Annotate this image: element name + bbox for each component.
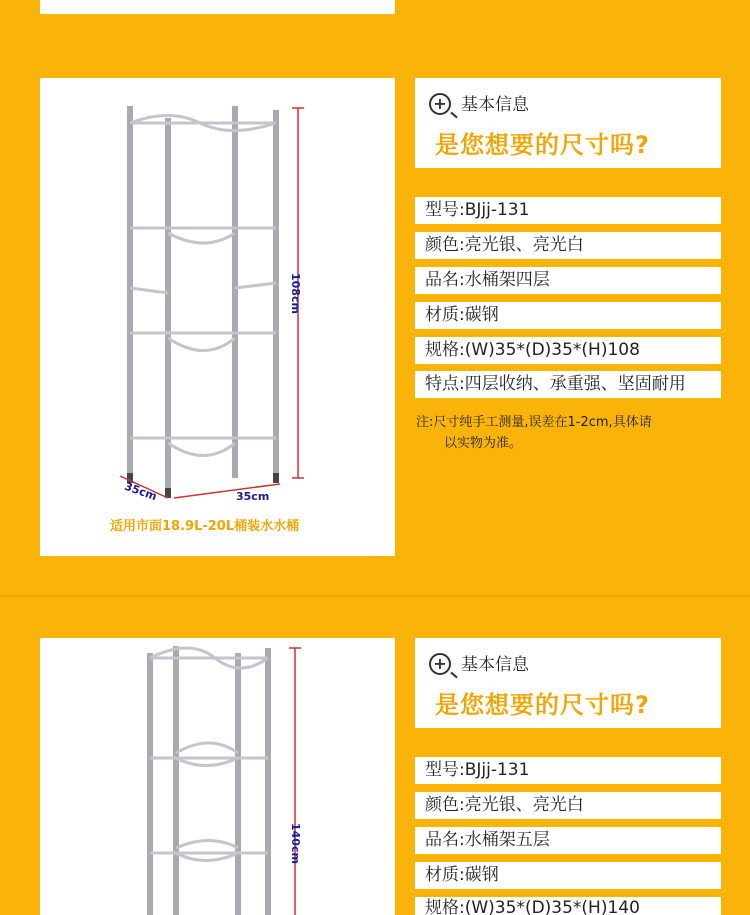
spec-value: (W)35*(D)35*(H)108 — [464, 340, 640, 360]
info-header-card — [415, 78, 721, 168]
spec-row-model: 型号:BJjj-131 — [415, 197, 721, 224]
spec-row-size: 规格:(W)35*(D)35*(H)108 — [415, 337, 721, 364]
height-dimension-label: 108cm — [289, 273, 302, 314]
spec-row-color: 颜色:亮光银、亮光白 — [415, 232, 721, 259]
compatibility-caption: 适用市面18.9L-20L桶装水水桶 — [110, 519, 300, 534]
spec-row-material-2: 材质:碳钢 — [415, 862, 721, 889]
spec-label: 型号 — [425, 760, 459, 780]
note-line-2: 以实物为准。 — [444, 436, 523, 451]
height-dimension-label-2: 140cm — [289, 823, 302, 864]
spec-label: 颜色 — [425, 235, 459, 255]
spec-label: 品名 — [425, 830, 459, 850]
product-image-card-2 — [40, 638, 395, 915]
spec-value: 碳钢 — [464, 305, 499, 325]
spec-row-model-2: 型号:BJjj-131 — [415, 757, 721, 784]
spec-row-feature: 特点:四层收纳、承重强、坚固耐用 — [415, 371, 721, 398]
spec-label: 材质 — [425, 865, 459, 885]
spec-value: BJjj-131 — [464, 200, 530, 220]
spec-label: 材质 — [425, 305, 459, 325]
info-header-card-2 — [415, 638, 721, 728]
spec-value: (W)35*(D)35*(H)140 — [464, 898, 640, 915]
spec-value: 碳钢 — [464, 865, 499, 885]
width-dimension-label: 35cm — [236, 490, 270, 503]
spec-label: 规格 — [425, 340, 459, 360]
size-question-heading-2: 是您想要的尺寸吗? — [435, 691, 650, 719]
section-divider — [0, 595, 750, 597]
measurement-note — [416, 412, 726, 454]
spec-value: 亮光银、亮光白 — [464, 235, 584, 255]
spec-value: 水桶架五层 — [464, 830, 550, 850]
spec-label: 型号 — [425, 200, 459, 220]
spec-label: 规格 — [425, 898, 459, 915]
spec-row-name: 品名:水桶架四层 — [415, 267, 721, 294]
depth-dimension-label: 35cm — [122, 479, 159, 504]
product-image-card — [40, 78, 395, 556]
note-line-1: 注:尺寸纯手工测量,误差在1-2cm,具体请 — [416, 415, 652, 430]
rack-five-tier-illustration — [40, 638, 395, 915]
size-question-heading: 是您想要的尺寸吗? — [435, 131, 650, 159]
spec-value: 亮光银、亮光白 — [464, 795, 584, 815]
spec-row-material: 材质:碳钢 — [415, 302, 721, 329]
plus-icon: + — [429, 653, 451, 675]
spec-value: BJjj-131 — [464, 760, 530, 780]
rack-four-tier-illustration — [40, 78, 395, 556]
basic-info-label-2: 基本信息 — [461, 655, 529, 675]
basic-info-label: 基本信息 — [461, 95, 529, 115]
previous-product-card — [40, 0, 395, 14]
plus-icon-tail — [450, 112, 457, 119]
spec-row-size-2: 规格:(W)35*(D)35*(H)140 — [415, 897, 721, 915]
spec-label: 特点 — [425, 374, 459, 394]
spec-row-name-2: 品名:水桶架五层 — [415, 827, 721, 854]
spec-value: 四层收纳、承重强、坚固耐用 — [464, 374, 686, 394]
spec-value: 水桶架四层 — [464, 270, 550, 290]
spec-row-color-2: 颜色:亮光银、亮光白 — [415, 792, 721, 819]
spec-label: 颜色 — [425, 795, 459, 815]
plus-icon-tail — [450, 672, 457, 679]
spec-label: 品名 — [425, 270, 459, 290]
plus-icon: + — [429, 93, 451, 115]
